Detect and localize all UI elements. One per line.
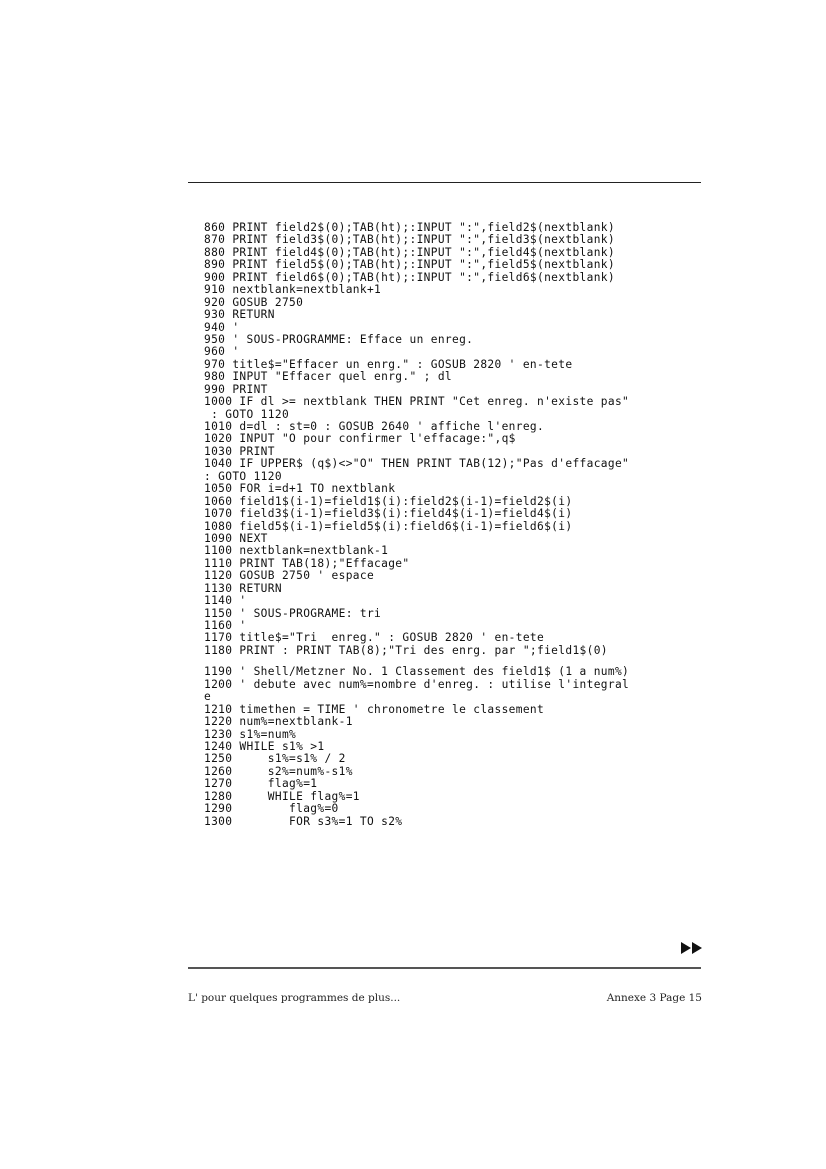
code-line: 1290 flag%=0	[204, 802, 339, 816]
code-line: 1120 GOSUB 2750 ' espace	[204, 569, 375, 583]
code-line: 1240 WHILE s1% >1	[204, 739, 325, 753]
code-line: 1260 s2%=num%-s1%	[204, 764, 353, 778]
code-line: 950 ' SOUS-PROGRAMME: Efface un enreg.	[204, 332, 474, 346]
code-line: 1050 FOR i=d+1 TO nextblank	[204, 482, 396, 496]
code-line: 1090 NEXT	[204, 531, 268, 545]
code-line: 1060 field1$(i-1)=field1$(i):field2$(i-1)=field2$(i)	[204, 494, 573, 508]
bottom-rule	[188, 967, 701, 969]
code-line: : GOTO 1120	[204, 469, 282, 483]
code-line: 1130 RETURN	[204, 581, 282, 595]
code-line: 880 PRINT field4$(0);TAB(ht);:INPUT ":",field4$(nextblank)	[204, 245, 615, 259]
code-line: 1170 title$="Tri enreg." : GOSUB 2820 ' en-tete	[204, 631, 545, 645]
code-line: 960 '	[204, 345, 240, 359]
code-line: 1220 num%=nextblank-1	[204, 715, 353, 729]
code-line: 870 PRINT field3$(0);TAB(ht);:INPUT ":",field3$(nextblank)	[204, 233, 615, 247]
code-line: 1010 d=dl : st=0 : GOSUB 2640 ' affiche l'enreg.	[204, 420, 545, 433]
code-line: 940 '	[204, 320, 240, 334]
code-line: 1200 ' debute avec num%=nombre d'enreg. : utilise l'integral	[204, 677, 630, 691]
code-line: 910 nextblank=nextblank+1	[204, 283, 382, 297]
code-line: 930 RETURN	[204, 308, 275, 322]
footer-title: L' pour quelques programmes de plus...	[188, 992, 401, 1004]
code-line: 900 PRINT field6$(0);TAB(ht);:INPUT ":",field6$(nextblank)	[204, 270, 615, 284]
top-rule	[188, 182, 701, 183]
code-line: 1150 ' SOUS-PROGRAME: tri	[204, 606, 382, 620]
code-line: 1070 field3$(i-1)=field3$(i):field4$(i-1)=field4$(i)	[204, 507, 573, 521]
code-line: 860 PRINT field2$(0);TAB(ht);:INPUT ":",field2$(nextblank)	[204, 221, 615, 234]
code-line: 1250 s1%=s1% / 2	[204, 752, 346, 766]
code-line: e	[204, 690, 212, 704]
code-line: 1190 ' Shell/Metzner No. 1 Classement des field1$ (1 a num%)	[204, 665, 630, 679]
code-line: 970 title$="Effacer un enrg." : GOSUB 2820 ' en-tete	[204, 357, 573, 371]
code-line: 1100 nextblank=nextblank-1	[204, 544, 389, 558]
fast-forward-icon	[681, 942, 703, 954]
code-line: 1110 PRINT TAB(18);"Effacage"	[204, 556, 410, 570]
code-line: 1270 flag%=1	[204, 777, 318, 791]
code-line: 1280 WHILE flag%=1	[204, 789, 360, 803]
code-line: 1040 IF UPPER$ (q$)<>"O" THEN PRINT TAB(12);"Pas d'effacage"	[204, 457, 630, 471]
code-line: 920 GOSUB 2750	[204, 295, 304, 309]
code-line: 1140 '	[204, 594, 247, 608]
code-line: : GOTO 1120	[204, 407, 290, 421]
code-line: 1230 s1%=num%	[204, 727, 297, 741]
code-line: 1180 PRINT : PRINT TAB(8);"Tri des enrg. par ";field1$(0)	[204, 643, 608, 657]
code-line: 1210 timethen = TIME ' chronometre le classement	[204, 702, 545, 716]
code-line: 980 INPUT "Effacer quel enrg." ; dl	[204, 370, 452, 384]
code-line: 1000 IF dl >= nextblank THEN PRINT "Cet enreg. n'existe pas"	[204, 395, 630, 409]
code-line: 1030 PRINT	[204, 444, 275, 458]
code-line: 1080 field5$(i-1)=field5$(i):field6$(i-1)=field6$(i)	[204, 519, 573, 533]
code-line: 890 PRINT field5$(0);TAB(ht);:INPUT ":",field5$(nextblank)	[204, 258, 615, 272]
code-line: 1160 '	[204, 619, 247, 632]
code-line: 1020 INPUT "O pour confirmer l'effacage:",q$	[204, 432, 516, 446]
code-listing	[204, 222, 704, 828]
code-line: 990 PRINT	[204, 382, 268, 396]
footer-page-ref: Annexe 3 Page 15	[606, 992, 702, 1004]
code-line: 1300 FOR s3%=1 TO s2%	[204, 814, 403, 828]
